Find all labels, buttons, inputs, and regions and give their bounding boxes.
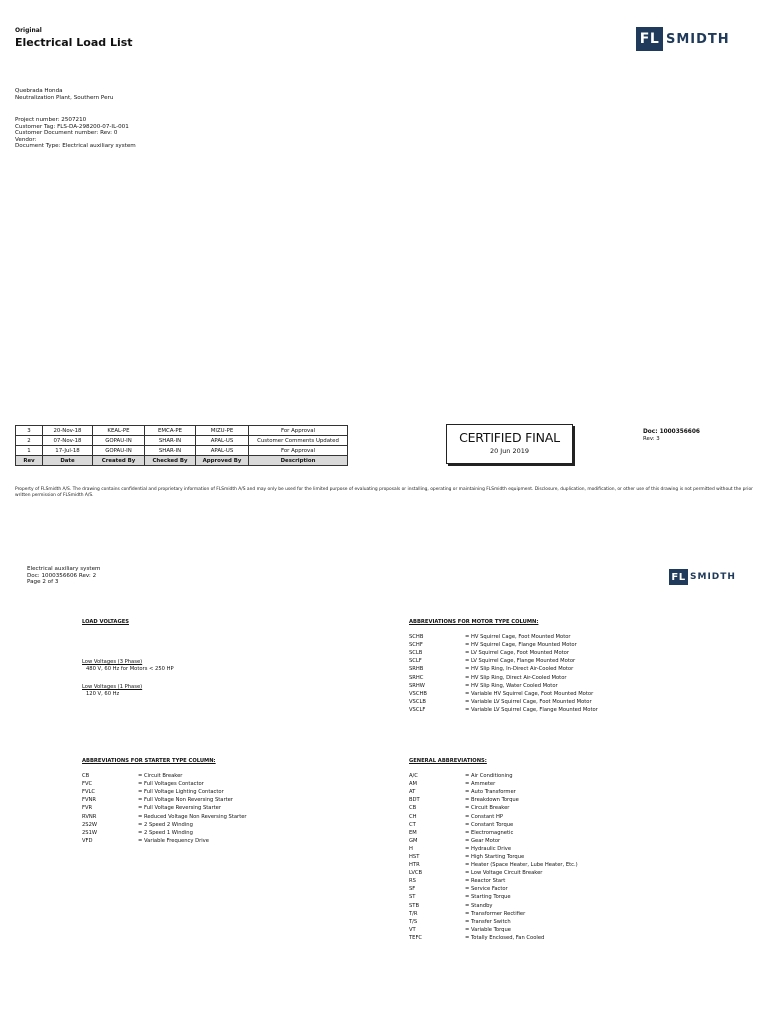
table-row	[16, 426, 348, 436]
header-approved-by: Approved By	[196, 456, 249, 466]
abbreviation-description: = Ammeter	[465, 781, 496, 788]
abbreviation-code: CH	[409, 813, 417, 820]
list-item	[82, 788, 247, 796]
document-title: Electrical Load List	[15, 36, 133, 49]
abbreviation-code: LVCB	[409, 870, 423, 877]
list-item	[409, 633, 598, 641]
list-item	[409, 845, 578, 853]
abbreviation-description: = Full Voltage Reversing Starter	[138, 805, 221, 812]
abbreviation-code: HTR	[409, 862, 420, 869]
document-status: Original	[15, 27, 42, 34]
list-item	[409, 673, 598, 681]
abbreviation-description: = Variable LV Squirrel Cage, Foot Mounted Motor	[465, 698, 592, 705]
abbreviation-code: FVC	[82, 781, 93, 788]
abbreviation-description: = Variable Torque	[465, 926, 511, 933]
description-cell: For Approval	[249, 446, 348, 456]
general-abbreviations-list	[409, 772, 578, 942]
abbreviation-code: AM	[409, 781, 418, 788]
created-by-cell: KEAL-PE	[93, 426, 145, 436]
rev-cell: 1	[16, 446, 43, 456]
rev-cell: 2	[16, 436, 43, 446]
rev-cell: 3	[16, 426, 43, 436]
customer-tag: Customer Tag: FLS-DA-298200-07-IL-001	[15, 123, 129, 130]
abbreviation-code: FVLC	[82, 789, 96, 796]
abbreviation-code: VFD	[82, 837, 93, 844]
list-item	[409, 788, 578, 796]
list-item	[409, 649, 598, 657]
abbreviation-description: = Breakdown Torque	[465, 797, 519, 804]
abbreviation-code: T/R	[409, 910, 418, 917]
customer-document: Customer Document number: Rev: 0	[15, 130, 118, 137]
low-voltage-3-phase	[82, 659, 174, 673]
abbreviation-code: GM	[409, 837, 418, 844]
flsmidth-logo	[636, 27, 730, 51]
stamp-title: CERTIFIED FINAL	[459, 430, 560, 445]
table-row	[16, 436, 348, 446]
general-abbreviations-title: GENERAL ABBREVIATIONS:	[409, 758, 487, 764]
doc-revision: Rev: 3	[643, 436, 660, 442]
abbreviation-description: = Air Conditioning	[465, 773, 513, 780]
abbreviation-description: = HV Slip Ring, Direct Air-Cooled Motor	[465, 674, 567, 681]
list-item	[82, 804, 247, 812]
description-cell: Customer Comments Updated	[249, 436, 348, 446]
abbreviation-code: SRHW	[409, 682, 425, 689]
abbreviation-description: = Totally Enclosed, Fan Cooled	[465, 934, 545, 941]
list-item	[409, 804, 578, 812]
abbreviation-code: FVR	[82, 805, 93, 812]
abbreviation-description: = 2 Speed 1 Winding	[138, 829, 193, 836]
abbreviation-description: = LV Squirrel Cage, Foot Mounted Motor	[465, 650, 569, 657]
abbreviation-code: CT	[409, 821, 416, 828]
list-item	[409, 853, 578, 861]
list-item	[409, 812, 578, 820]
abbreviation-description: = Hydraulic Drive	[465, 845, 512, 852]
header-checked-by: Checked By	[145, 456, 196, 466]
abbreviation-code: SCHF	[409, 642, 423, 649]
project-name-block	[15, 88, 113, 101]
abbreviation-code: SCLF	[409, 658, 422, 665]
abbreviation-code: BDT	[409, 797, 420, 804]
checked-by-cell: EMCA-PE	[145, 426, 196, 436]
list-item	[82, 821, 247, 829]
logo-prefix: FL	[636, 27, 663, 51]
abbreviation-description: = Full Voltages Contactor	[138, 781, 204, 788]
motor-type-list	[409, 633, 598, 714]
list-item	[409, 698, 598, 706]
abbreviation-description: = Constant HP	[465, 813, 503, 820]
list-item	[409, 893, 578, 901]
logo-suffix: SMIDTH	[690, 572, 736, 582]
list-item	[409, 641, 598, 649]
list-item	[409, 885, 578, 893]
abbreviation-description: = Electromagnetic	[465, 829, 514, 836]
abbreviation-description: = Transfer Switch	[465, 918, 511, 925]
abbreviation-description: = Auto Transformer	[465, 789, 516, 796]
abbreviation-code: VSCLF	[409, 706, 426, 713]
abbreviation-code: SRHB	[409, 666, 424, 673]
vendor: Vendor:	[15, 136, 37, 143]
load-voltages-title: LOAD VOLTAGES	[82, 619, 129, 625]
revision-table	[15, 425, 348, 466]
date-cell: 20-Nov-18	[43, 426, 93, 436]
abbreviation-description: = HV Squirrel Cage, Foot Mounted Motor	[465, 634, 571, 641]
page2-page-number: Page 2 of 3	[27, 579, 59, 586]
low-voltage-1-label: Low Voltages (1 Phase)	[82, 684, 143, 690]
list-item	[409, 902, 578, 910]
motor-type-title: ABBREVIATIONS FOR MOTOR TYPE COLUMN:	[409, 619, 539, 625]
list-item	[409, 780, 578, 788]
project-info-block	[15, 117, 136, 150]
low-voltage-3-value: 480 V, 60 Hz for Motors < 250 HP	[86, 665, 174, 672]
approved-by-cell: MIZU-PE	[196, 426, 249, 436]
checked-by-cell: SHAR-IN	[145, 436, 196, 446]
abbreviation-code: SCHB	[409, 634, 424, 641]
list-item	[82, 780, 247, 788]
checked-by-cell: SHAR-IN	[145, 446, 196, 456]
abbreviation-code: AT	[409, 789, 416, 796]
abbreviation-description: = Reactor Start	[465, 878, 506, 885]
list-item	[409, 861, 578, 869]
list-item	[409, 869, 578, 877]
flsmidth-logo	[669, 569, 736, 585]
abbreviation-description: = Standby	[465, 902, 493, 909]
list-item	[82, 812, 247, 820]
starter-type-list	[82, 772, 247, 845]
list-item	[409, 829, 578, 837]
page2-doc-number: Doc: 1000356606 Rev: 2	[27, 572, 97, 579]
stamp-date: 20 Jun 2019	[489, 447, 530, 455]
abbreviation-description: = HV Slip Ring, Water Cooled Motor	[465, 682, 558, 689]
abbreviation-description: = Low Voltage Circuit Breaker	[465, 870, 543, 877]
abbreviation-description: = 2 Speed 2 Winding	[138, 821, 193, 828]
list-item	[409, 682, 598, 690]
header-date: Date	[43, 456, 93, 466]
abbreviation-description: = Variable LV Squirrel Cage, Flange Mounted Motor	[465, 706, 598, 713]
list-item	[409, 706, 598, 714]
abbreviation-code: SCLB	[409, 650, 423, 657]
abbreviation-description: = Variable Frequency Drive	[138, 837, 209, 844]
abbreviation-code: 2S1W	[82, 829, 98, 836]
abbreviation-code: FVNR	[82, 797, 97, 804]
page2-doc-type: Electrical auxiliary system	[27, 566, 101, 572]
starter-type-title: ABBREVIATIONS FOR STARTER TYPE COLUMN:	[82, 758, 216, 764]
abbreviation-code: SRHC	[409, 674, 424, 681]
abbreviation-description: = Heater (Space Heater, Lube Heater, Etc.)	[465, 862, 578, 869]
list-item	[82, 837, 247, 845]
list-item	[82, 829, 247, 837]
abbreviation-code: TEFC	[409, 934, 423, 941]
abbreviation-code: A/C	[409, 773, 418, 780]
confidentiality-notice: Property of FLSmidth A/S. The drawing contains confidential and proprietary information of FLSmidth A/S and may only be used for the limited purpose of evaluating proposals or installing, operating or maintaining FLSmidth equipment. Disclosure, duplication, modification, or other use of this drawing is not permitted without the prior written permission of FLSmidth A/S.	[15, 487, 753, 498]
list-item	[409, 690, 598, 698]
abbreviation-code: VSCHB	[409, 690, 427, 697]
approved-by-cell: APAL-US	[196, 436, 249, 446]
abbreviation-code: EM	[409, 829, 417, 836]
list-item	[409, 918, 578, 926]
low-voltage-1-phase	[82, 684, 142, 698]
abbreviation-code: RS	[409, 878, 416, 885]
abbreviation-code: VT	[409, 926, 416, 933]
abbreviation-description: = Full Voltage Lighting Contactor	[138, 789, 224, 796]
abbreviation-description: = Starting Torque	[465, 894, 511, 901]
abbreviation-description: = High Starting Torque	[465, 853, 525, 860]
project-number: Project number: 2507210	[15, 117, 87, 123]
project-site: Neutralization Plant, Southern Peru	[15, 94, 114, 101]
abbreviation-code: HST	[409, 853, 420, 860]
list-item	[409, 926, 578, 934]
header-rev: Rev	[16, 456, 43, 466]
table-header-row	[16, 456, 348, 466]
created-by-cell: GOPAU-IN	[93, 446, 145, 456]
logo-suffix: SMIDTH	[666, 31, 730, 47]
header-created-by: Created By	[93, 456, 145, 466]
abbreviation-description: = Circuit Breaker	[465, 805, 510, 812]
list-item	[409, 877, 578, 885]
abbreviation-description: = HV Squirrel Cage, Flange Mounted Motor	[465, 642, 577, 649]
abbreviation-code: CB	[409, 805, 417, 812]
abbreviation-description: = Gear Motor	[465, 837, 501, 844]
list-item	[82, 796, 247, 804]
certified-stamp	[446, 424, 573, 464]
abbreviation-description: = Circuit Breaker	[138, 773, 183, 780]
abbreviation-description: = Variable HV Squirrel Cage, Foot Mounted Motor	[465, 690, 594, 697]
abbreviation-code: VSCLB	[409, 698, 426, 705]
abbreviation-description: = Constant Torque	[465, 821, 514, 828]
list-item	[409, 910, 578, 918]
abbreviation-description: = LV Squirrel Cage, Flange Mounted Motor	[465, 658, 576, 665]
date-cell: 07-Nov-18	[43, 436, 93, 446]
list-item	[409, 821, 578, 829]
list-item	[409, 665, 598, 673]
list-item	[409, 772, 578, 780]
abbreviation-code: SF	[409, 886, 416, 893]
header-description: Description	[249, 456, 348, 466]
abbreviation-code: H	[409, 845, 413, 852]
abbreviation-description: = Transformer Rectifier	[465, 910, 526, 917]
abbreviation-code: RVNR	[82, 813, 97, 820]
abbreviation-description: = Service Factor	[465, 886, 508, 893]
low-voltage-3-label: Low Voltages (3 Phase)	[82, 659, 143, 665]
approved-by-cell: APAL-US	[196, 446, 249, 456]
abbreviation-code: CB	[82, 773, 90, 780]
date-cell: 17-Jul-18	[43, 446, 93, 456]
list-item	[409, 934, 578, 942]
document-type: Document Type: Electrical auxiliary system	[15, 143, 136, 150]
abbreviation-code: T/S	[409, 918, 418, 925]
description-cell: For Approval	[249, 426, 348, 436]
abbreviation-description: = Reduced Voltage Non Reversing Starter	[138, 813, 247, 820]
abbreviation-code: ST	[409, 894, 416, 901]
abbreviation-code: STB	[409, 902, 420, 909]
abbreviation-description: = HV Slip Ring, In-Direct Air-Cooled Motor	[465, 666, 574, 673]
list-item	[409, 837, 578, 845]
abbreviation-code: 2S2W	[82, 821, 98, 828]
created-by-cell: GOPAU-IN	[93, 436, 145, 446]
list-item	[409, 657, 598, 665]
doc-number: Doc: 1000356606	[643, 429, 700, 435]
abbreviation-description: = Full Voltage Non Reversing Starter	[138, 797, 233, 804]
list-item	[82, 772, 247, 780]
list-item	[409, 796, 578, 804]
low-voltage-1-value: 120 V, 60 Hz	[86, 690, 120, 697]
page2-header	[27, 566, 100, 586]
table-row	[16, 446, 348, 456]
project-name: Quebrada Honda	[15, 88, 63, 94]
logo-prefix: FL	[669, 569, 688, 585]
